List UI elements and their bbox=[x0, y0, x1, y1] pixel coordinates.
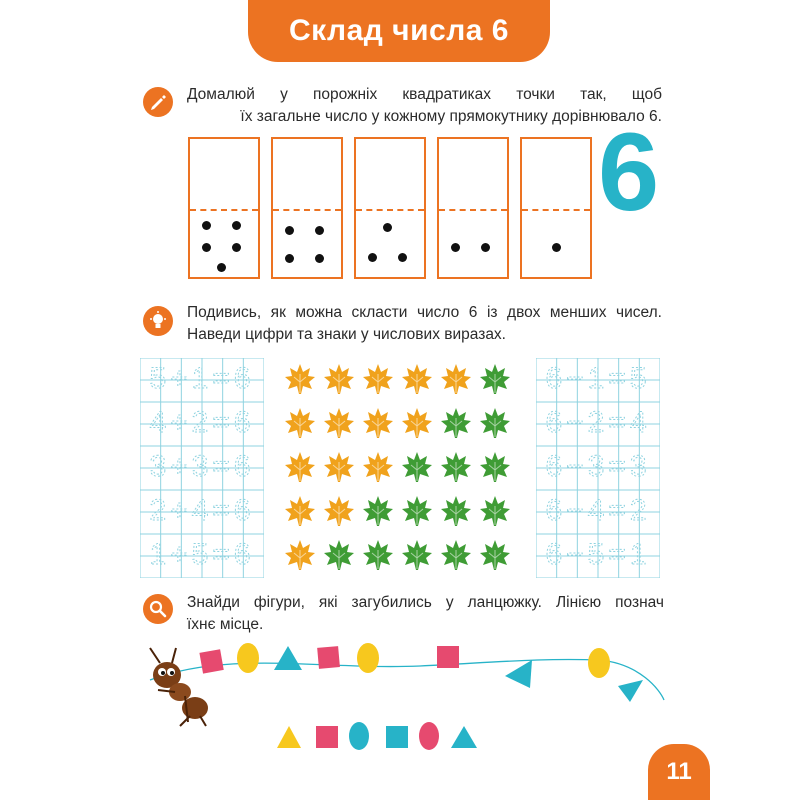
trace-expression[interactable]: 4+2=6 bbox=[149, 406, 255, 439]
chain-triangle bbox=[274, 646, 302, 670]
domino-empty-half[interactable] bbox=[439, 139, 507, 209]
orange-leaf-icon bbox=[361, 406, 395, 440]
green-leaf-icon bbox=[322, 538, 356, 572]
trace-expression[interactable]: 5+1=6 bbox=[149, 362, 255, 395]
domino-divider bbox=[190, 209, 258, 211]
domino-empty-half[interactable] bbox=[273, 139, 341, 209]
trace-expression[interactable]: 6−2=4 bbox=[545, 406, 651, 439]
pencil-icon bbox=[143, 87, 173, 117]
trace-expression[interactable]: 6−1=5 bbox=[545, 362, 651, 395]
domino-card[interactable] bbox=[354, 137, 426, 279]
green-leaf-icon bbox=[400, 538, 434, 572]
green-leaf-icon bbox=[400, 494, 434, 528]
domino-dot bbox=[383, 223, 392, 232]
trace-grid-addition bbox=[140, 358, 264, 578]
green-leaf-icon bbox=[439, 406, 473, 440]
task1-instructions bbox=[187, 84, 662, 128]
domino-card[interactable] bbox=[188, 137, 260, 279]
trace-expression[interactable]: 6−5=1 bbox=[545, 538, 651, 571]
domino-dot bbox=[398, 253, 407, 262]
trace-grid-subtraction bbox=[536, 358, 660, 578]
domino-divider bbox=[273, 209, 341, 211]
green-leaf-icon bbox=[478, 450, 512, 484]
orange-leaf-icon bbox=[322, 362, 356, 396]
orange-leaf-icon bbox=[322, 450, 356, 484]
domino-dot bbox=[202, 243, 211, 252]
chain-ellipse bbox=[588, 648, 610, 678]
orange-leaf-icon bbox=[361, 362, 395, 396]
green-leaf-icon bbox=[361, 494, 395, 528]
domino-card[interactable] bbox=[520, 137, 592, 279]
green-leaf-icon bbox=[439, 494, 473, 528]
orange-leaf-icon bbox=[361, 450, 395, 484]
answer-triangle[interactable] bbox=[277, 726, 301, 748]
domino-dot bbox=[202, 221, 211, 230]
chain-ellipse bbox=[357, 643, 379, 673]
orange-leaf-icon bbox=[283, 450, 317, 484]
task2-line-2: Наведи цифри та знаки у числових виразах. bbox=[187, 326, 506, 343]
chain-triangle bbox=[618, 680, 643, 702]
task1-line-2: їх загальне число у кожному прямокутнику дорівнювало 6. bbox=[240, 108, 662, 125]
lightbulb-icon bbox=[143, 306, 173, 336]
domino-dot bbox=[481, 243, 490, 252]
domino-divider bbox=[522, 209, 590, 211]
green-leaf-icon bbox=[478, 362, 512, 396]
answer-square[interactable] bbox=[316, 726, 338, 748]
leaf-grid bbox=[283, 362, 515, 582]
answer-ellipse[interactable] bbox=[349, 722, 369, 750]
trace-expression[interactable]: 3+3=6 bbox=[149, 450, 255, 483]
orange-leaf-icon bbox=[439, 362, 473, 396]
page-number bbox=[648, 744, 710, 800]
domino-divider bbox=[356, 209, 424, 211]
chain-square bbox=[199, 649, 223, 673]
big-number: 6 bbox=[598, 111, 660, 234]
task3-line-1: Знайди фігури, які загубились у ланцюжку. Лінією познач bbox=[187, 594, 664, 611]
page-number-label: 11 bbox=[666, 758, 692, 785]
domino-dot bbox=[285, 254, 294, 263]
ant-illustration bbox=[150, 648, 208, 726]
orange-leaf-icon bbox=[283, 538, 317, 572]
answer-triangle[interactable] bbox=[451, 726, 477, 748]
domino-divider bbox=[439, 209, 507, 211]
answer-square[interactable] bbox=[386, 726, 408, 748]
orange-leaf-icon bbox=[400, 362, 434, 396]
task2-line-1: Подивись, як можна скласти число 6 із двох менших чисел. bbox=[187, 304, 662, 321]
domino-dot bbox=[552, 243, 561, 252]
domino-empty-half[interactable] bbox=[522, 139, 590, 209]
task2-instructions bbox=[187, 302, 662, 346]
domino-dot bbox=[232, 243, 241, 252]
trace-expression[interactable]: 6−4=2 bbox=[545, 494, 651, 527]
green-leaf-icon bbox=[439, 450, 473, 484]
domino-card[interactable] bbox=[271, 137, 343, 279]
domino-dot bbox=[368, 253, 377, 262]
green-leaf-icon bbox=[361, 538, 395, 572]
task1-line-1: Домалюй у порожніх квадратиках точки так, щоб bbox=[187, 86, 662, 103]
green-leaf-icon bbox=[478, 494, 512, 528]
green-leaf-icon bbox=[478, 406, 512, 440]
domino-dot bbox=[217, 263, 226, 272]
page-title-tab bbox=[248, 0, 550, 62]
domino-card[interactable] bbox=[437, 137, 509, 279]
domino-empty-half[interactable] bbox=[190, 139, 258, 209]
chain-square bbox=[437, 646, 459, 668]
domino-dot bbox=[232, 221, 241, 230]
orange-leaf-icon bbox=[283, 494, 317, 528]
orange-leaf-icon bbox=[283, 406, 317, 440]
domino-dot bbox=[285, 226, 294, 235]
chain-line bbox=[150, 659, 664, 700]
chain-square bbox=[317, 646, 340, 669]
trace-expression[interactable]: 2+4=6 bbox=[149, 494, 255, 527]
domino-dot bbox=[315, 254, 324, 263]
orange-leaf-icon bbox=[283, 362, 317, 396]
page-title: Склад числа 6 bbox=[289, 14, 509, 47]
green-leaf-icon bbox=[400, 450, 434, 484]
green-leaf-icon bbox=[439, 538, 473, 572]
domino-empty-half[interactable] bbox=[356, 139, 424, 209]
magnifier-icon bbox=[143, 594, 173, 624]
green-leaf-icon bbox=[478, 538, 512, 572]
orange-leaf-icon bbox=[322, 494, 356, 528]
task3-line-2: їхнє місце. bbox=[187, 616, 264, 633]
answer-ellipse[interactable] bbox=[419, 722, 439, 750]
orange-leaf-icon bbox=[400, 406, 434, 440]
domino-dot bbox=[315, 226, 324, 235]
trace-expression[interactable]: 1+5=6 bbox=[149, 538, 255, 571]
chain-ellipse bbox=[237, 643, 259, 673]
orange-leaf-icon bbox=[322, 406, 356, 440]
domino-dot bbox=[451, 243, 460, 252]
chain-triangle bbox=[505, 660, 532, 688]
trace-expression[interactable]: 6−3=3 bbox=[545, 450, 651, 483]
